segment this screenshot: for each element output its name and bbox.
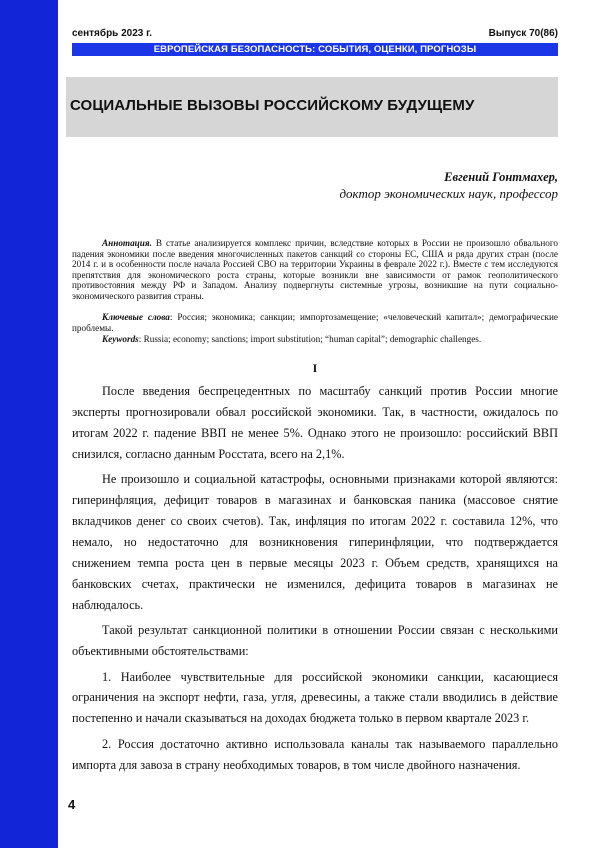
paragraph: После введения беспрецедентных по масштабу санкций против России многие эксперты прогнозировали обвал российской экономики. Так, в частности, ожидалось по итогам 2022 г. падение ВВП не менее 5%. Однако этого не произошло: российский ВВП снизился, согласно данным Росстата, всего на 2,1%. — [72, 384, 558, 461]
page-number: 4 — [68, 797, 76, 812]
paragraph: 1. Наиболее чувствительные для российской экономики санкции, касающиеся ограничения на экспорт нефти, газа, угля, древесины, а также стали вводились в действие постепенно и начали сказываться на доходах бюджета только в первом квартале 2023 г. — [72, 669, 558, 726]
keywords-ru — [72, 312, 558, 333]
keywords-ru-label: Ключевые слова — [102, 312, 170, 322]
rubric-banner: ЕВРОПЕЙСКАЯ БЕЗОПАСНОСТЬ: СОБЫТИЯ, ОЦЕНКИ, ПРОГНОЗЫ — [72, 43, 558, 56]
abstract-label: Аннотация. — [102, 238, 152, 248]
section-number: I — [312, 361, 318, 375]
keywords-en-text: : Russia; economy; sanctions; import substitution; “human capital”; demographic challenges. — [138, 334, 482, 344]
issue-date: сентябрь 2023 г. — [72, 28, 153, 39]
abstract-text: В статье анализируется комплекс причин, вследствие которых в России не произошло обвального падения экономики после введения многочисленных пакетов санкций со стороны ЕС, США и ряда других стран (после 2014 г. и в особенности после начала Россией СВО на территории Украины в феврале 2022 г.). Вместе с тем исследуются препятствия для экономического роста страны, которые возникли вне зависимости от рамок геополитического противостояния между РФ и Западом. Анализу подвергнуты системные угрозы, возникшие на пути социально-экономического развития страны. — [72, 238, 558, 301]
keywords-ru-text: : Россия; экономика; санкции; импортозамещение; «человеческий капитал»; демографические проблемы. — [72, 312, 558, 333]
paragraph: Не произошло и социальной катастрофы, основными признаками которой являются: гиперинфляция, дефицит товаров в магазинах и банковская паника (массовое снятие вкладчиков денег со своих счетов). Так, инфляция по итогам 2022 г. составила 12%, что немало, но недостаточно для возникновения гиперинфляции, что подтверждается снижением темпа роста цен в первые месяцы 2023 г. Объем средств, хранящихся на банковских счетах, практически не изменился, дефицита товаров в магазинах не наблюдалось. — [72, 472, 558, 612]
abstract — [72, 238, 558, 301]
author-name: Евгений Гонтмахер, — [444, 170, 558, 184]
keywords-en — [72, 334, 558, 345]
article-body — [72, 381, 558, 776]
left-color-bar — [0, 0, 58, 848]
paragraph: 2. Россия достаточно активно использовала каналы так называемого параллельно импорта для завоза в страну необходимых товаров, в том числе двойного назначения. — [72, 736, 558, 772]
paragraph: Такой результат санкционной политики в отношении России связан с несколькими объективными обстоятельствами: — [72, 623, 558, 659]
article-title: СОЦИАЛЬНЫЕ ВЫЗОВЫ РОССИЙСКОМУ БУДУЩЕМУ — [70, 97, 475, 114]
author-degree: доктор экономических наук, профессор — [339, 186, 558, 201]
issue-number: Выпуск 70(86) — [488, 28, 558, 39]
keywords-en-label: Keywords — [102, 334, 139, 344]
